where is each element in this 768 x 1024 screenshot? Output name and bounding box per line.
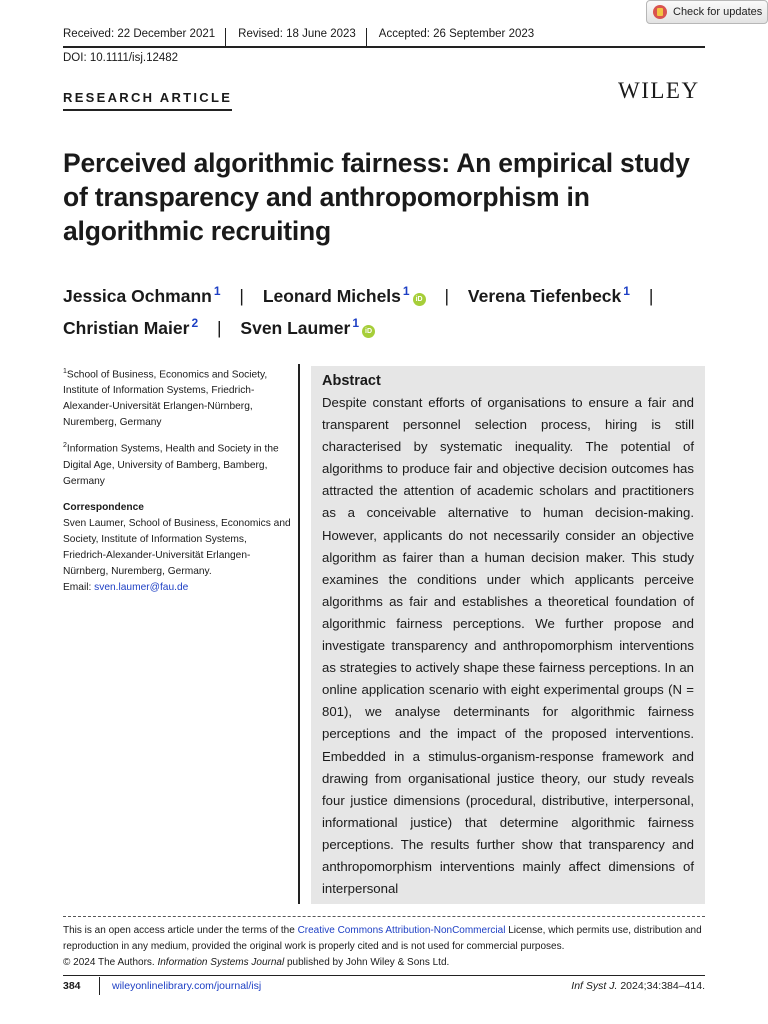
author-name: Leonard Michels	[262, 286, 401, 306]
header-rule	[63, 46, 705, 48]
divider	[99, 977, 100, 995]
journal-name: Information Systems Journal	[157, 957, 285, 968]
affiliation-number: 1	[63, 368, 67, 375]
affiliation-marker[interactable]: 1	[352, 316, 360, 330]
license-text: License, which permits use, distribution and reproduction in any medium, provided the original work is properly cited and is not used for commercial purposes.	[63, 925, 702, 952]
revised-date: Revised: 18 June 2023	[238, 28, 356, 40]
article-type: RESEARCH ARTICLE	[63, 90, 232, 111]
author-list	[63, 278, 723, 342]
license-text: This is an open access article under the terms of the	[63, 925, 298, 936]
correspondence-heading: Correspondence	[63, 501, 144, 513]
correspondence-address: Sven Laumer, School of Business, Economics and Society, Institute of Information Systems, Friedrich-Alexander-Universität Erlangen-Nürnberg, Nuremberg, Germany.	[63, 517, 291, 577]
column-divider	[298, 364, 300, 904]
affiliation-marker[interactable]: 1	[402, 284, 410, 298]
footer-rule	[63, 975, 705, 976]
affiliation-number: 2	[63, 442, 67, 450]
citation	[571, 980, 705, 992]
article-title: Perceived algorithmic fairness: An empirical study of transparency and anthropomorphism in algorithmic recruiting	[63, 148, 690, 246]
journal-url-link[interactable]: wileyonlinelibrary.com/journal/isj	[112, 980, 262, 992]
abstract-heading: Abstract	[322, 373, 381, 389]
divider	[225, 28, 226, 46]
affiliations-panel	[63, 364, 291, 603]
footer-dashed-rule	[63, 916, 705, 917]
dates-header	[63, 28, 705, 46]
affiliation-marker[interactable]: 1	[213, 284, 221, 298]
citation-journal: Inf Syst J.	[571, 980, 618, 992]
affiliation-text: School of Business, Economics and Society, Institute of Information Systems, Friedrich-Alexander-Universität Erlangen-Nürnberg, Nuremberg, Germany	[63, 369, 268, 429]
affiliation-marker[interactable]: 2	[191, 316, 199, 330]
copyright-text: published by John Wiley & Sons Ltd.	[284, 957, 450, 968]
affiliation-marker[interactable]: 1	[623, 284, 630, 298]
affiliation-text: Information Systems, Health and Society in the Digital Age, University of Bamberg, Bamberg, Germany	[63, 443, 279, 487]
email-link[interactable]: sven.laumer@fau.de	[94, 581, 189, 593]
author-separator: |	[648, 286, 654, 306]
author-separator: |	[444, 286, 450, 306]
abstract-box	[311, 366, 705, 904]
divider	[366, 28, 367, 46]
open-access-notice	[63, 923, 705, 971]
check-for-updates-label: Check for updates	[673, 6, 763, 18]
crossmark-icon	[653, 5, 667, 19]
correspondence-text	[63, 516, 291, 596]
license-link[interactable]: Creative Commons Attribution-NonCommercial	[297, 925, 506, 936]
orcid-icon[interactable]: iD	[362, 325, 375, 338]
received-date: Received: 22 December 2021	[63, 28, 216, 40]
author-separator: |	[239, 286, 244, 306]
author-name: Christian Maier	[63, 318, 190, 338]
publisher-logo: WILEY	[618, 78, 700, 103]
affiliation	[63, 438, 291, 489]
author-name: Sven Laumer	[240, 318, 351, 338]
page-number: 384	[63, 980, 81, 992]
author-separator: |	[217, 318, 222, 338]
abstract-text: Despite constant efforts of organisations to ensure a fair and transparent personnel selection process, hiring is still characterised by systematic inequality. The potential of algorithms to produce fair and objective decision outcomes has attracted the attention of academic scholars and practitioners as a conceivable alternative to human decision-making. However, applicants do not necessarily consider an objective algorithm as fairer than a human decision maker. This study examines the conditions under which applicants perceive algorithms as fair and establishes a theoretical foundation of algorithmic fairness perceptions. We further propose and investigate transparency and anthropomorphism interventions as strategies to actively shape these fairness perceptions. In an online application scenario with eight experimental groups (N = 801), we analyse determinants for algorithmic fairness perceptions and the impact of the proposed interventions. Embedded in a stimulus-organism-response framework and drawing from organisational justice theory, our study reveals four justice dimensions (procedural, distributive, interpersonal, informational justice) that determine algorithmic fairness perceptions. The results further show that transparency and anthropomorphism interventions mainly affect dimensions of interpersonal	[322, 395, 694, 897]
affiliation	[63, 364, 291, 431]
email-label: Email:	[63, 581, 95, 593]
page-footer	[63, 977, 705, 995]
author-name: Jessica Ochmann	[63, 286, 212, 306]
copyright-text: © 2024 The Authors.	[63, 957, 158, 968]
check-for-updates-badge[interactable]	[646, 0, 768, 24]
accepted-date: Accepted: 26 September 2023	[378, 28, 535, 40]
orcid-icon[interactable]: iD	[413, 293, 426, 306]
citation-details: 2024;34:384–414.	[617, 980, 705, 992]
author-name: Verena Tiefenbeck	[467, 286, 622, 306]
doi: DOI: 10.1111/isj.12482	[63, 52, 179, 64]
